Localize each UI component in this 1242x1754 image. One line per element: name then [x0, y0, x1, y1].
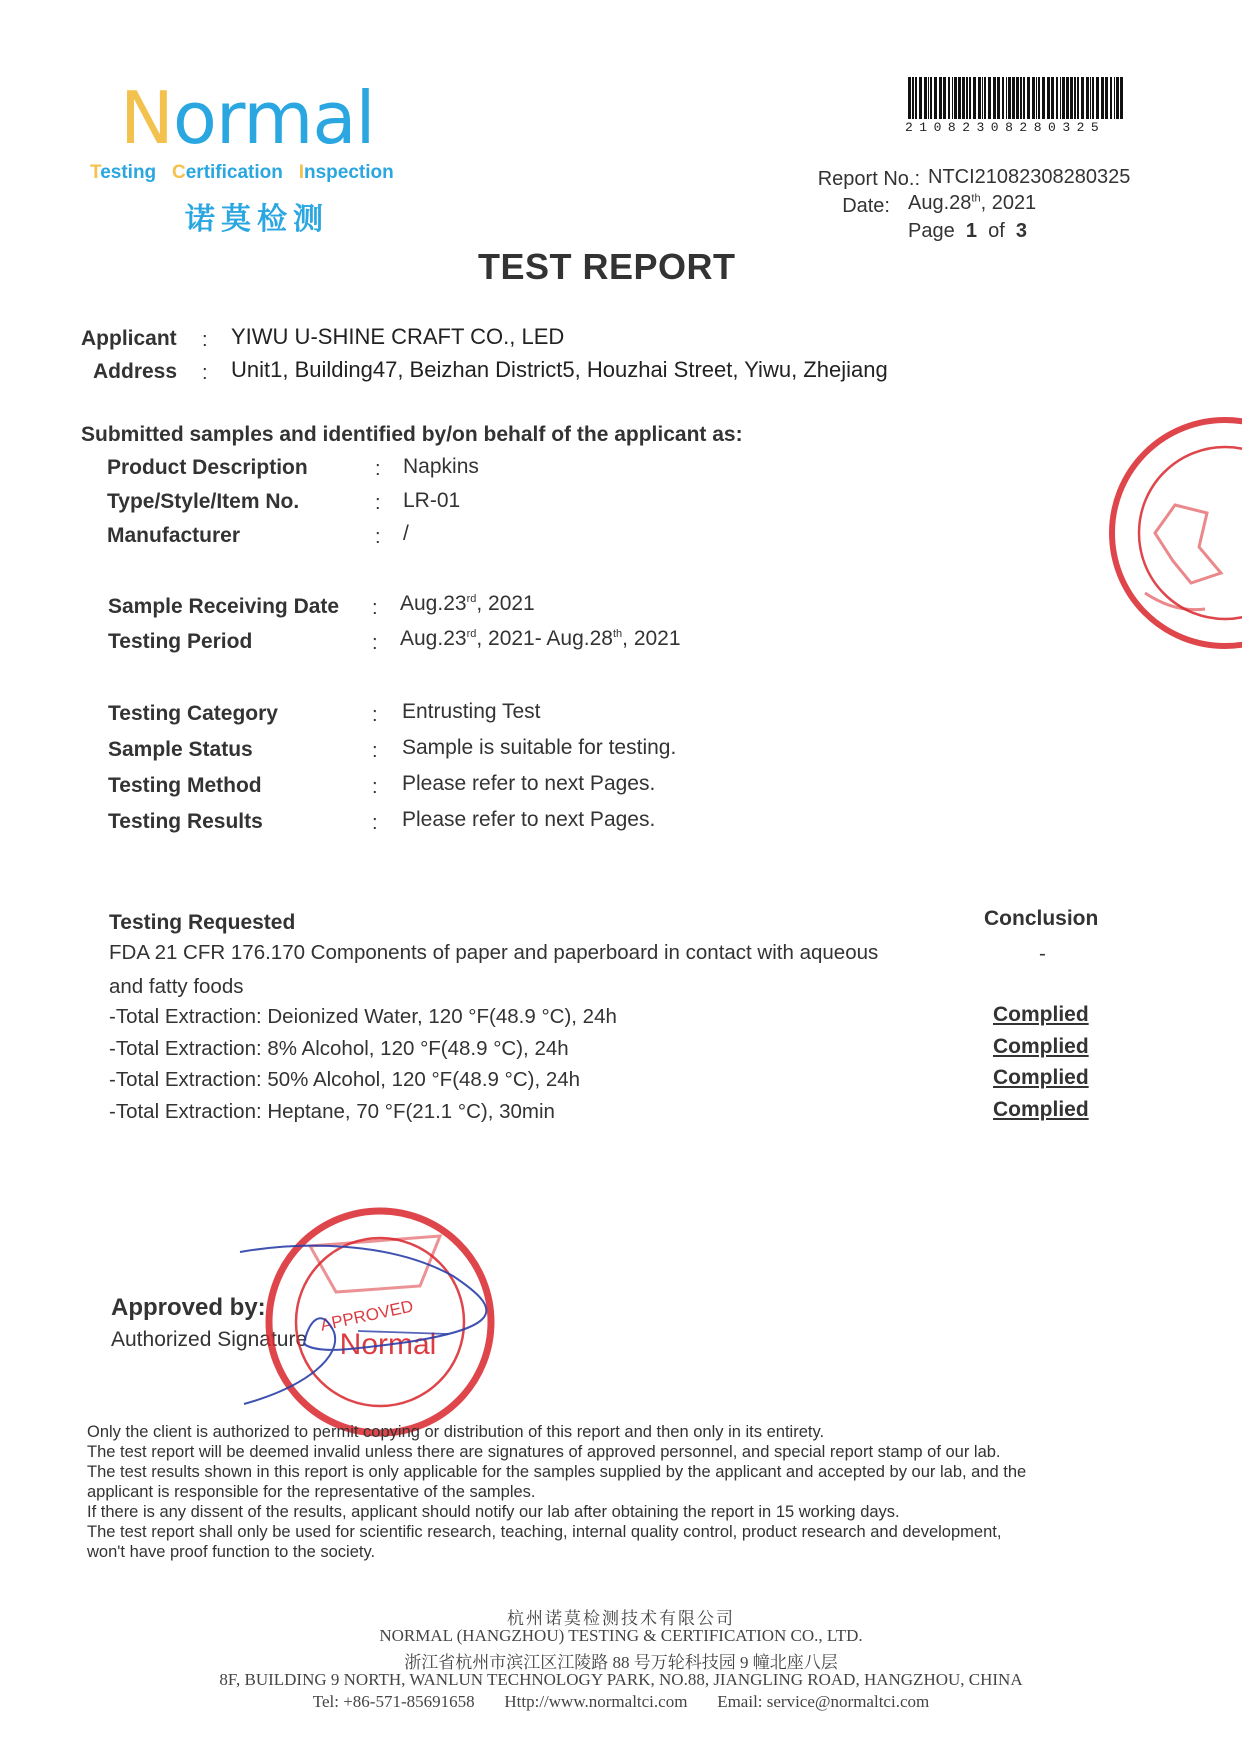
disclaimer-line: won't have proof function to the society. — [87, 1543, 376, 1561]
field-value: Please refer to next Pages. — [402, 808, 656, 831]
barcode-number: 21082308280325 — [905, 120, 1106, 135]
signature — [238, 1236, 518, 1406]
field-label: Testing Method — [108, 774, 262, 797]
submitted-heading: Submitted samples and identified by/on behalf of the applicant as: — [81, 423, 743, 446]
colon: : — [372, 740, 378, 762]
disclaimer-line: The test report shall only be used for scientific research, teaching, internal quality control, product research and development, — [87, 1523, 1002, 1541]
colon: : — [372, 704, 378, 726]
barcode-bar — [958, 77, 961, 119]
tagline-cap: C — [172, 162, 186, 183]
barcode-bar — [1060, 77, 1061, 119]
testing-requested-heading: Testing Requested — [109, 911, 296, 934]
colon: : — [372, 812, 378, 834]
colon: : — [375, 492, 381, 514]
page-number: 1 — [965, 220, 977, 242]
barcode-bar — [1096, 77, 1099, 119]
barcode-bar — [1110, 77, 1112, 119]
barcode-bar — [1090, 77, 1091, 119]
barcode-bar — [1042, 77, 1045, 119]
date-suffix: th — [971, 192, 981, 205]
footer-company-en: NORMAL (HANGZHOU) TESTING & CERTIFICATION CO., LTD. — [379, 1626, 863, 1645]
barcode-bar — [1020, 77, 1022, 119]
field-label: Manufacturer — [107, 524, 241, 547]
page-of: of — [988, 220, 1005, 242]
field-label: Sample Status — [108, 738, 253, 761]
date-text: Aug.23 — [400, 627, 467, 650]
tagline-word: ertification — [185, 162, 283, 183]
disclaimer-line: The test results shown in this report is only applicable for the samples supplied by the applicant and accepted by our lab, and the — [87, 1463, 1027, 1481]
colon: : — [372, 632, 378, 654]
page-total: 3 — [1015, 220, 1028, 242]
side-stamp — [1095, 413, 1242, 653]
conclusion-heading: Conclusion — [984, 907, 1099, 930]
footer-email[interactable]: Email: service@normaltci.com — [717, 1692, 930, 1711]
barcode-bar — [915, 77, 917, 119]
barcode-bar — [988, 77, 991, 119]
barcode-bar — [984, 77, 986, 119]
testing-period-label: Testing Period — [108, 630, 253, 653]
test-result: Complied — [993, 1066, 1089, 1089]
date-text: Aug.28 — [908, 192, 972, 214]
footer-address-en: 8F, BUILDING 9 NORTH, WANLUN TECHNOLOGY PARK, NO.88, JIANGLING ROAD, HANGZHOU, CHINA — [219, 1670, 1023, 1689]
barcode-bar — [1062, 77, 1065, 119]
receiving-date-label: Sample Receiving Date — [108, 595, 340, 618]
field-value: Sample is suitable for testing. — [402, 736, 677, 759]
barcode-bar — [966, 77, 968, 119]
test-item: -Total Extraction: 8% Alcohol, 120 °F(48.9 °C), 24h — [109, 1037, 569, 1060]
date-year: , 2021 — [476, 592, 535, 615]
barcode-bar — [930, 77, 932, 119]
test-result: Complied — [993, 1003, 1089, 1026]
barcode-bar — [1101, 77, 1104, 119]
barcode-bar — [1008, 77, 1011, 119]
barcode-bar — [1002, 77, 1004, 119]
barcode-bar — [928, 77, 929, 119]
barcode-bar — [1070, 77, 1073, 119]
applicant-label: Applicant — [81, 327, 177, 350]
barcode-bar — [1038, 77, 1040, 119]
logo-chinese: 诺莫检测 — [185, 203, 329, 236]
barcode-bar — [962, 77, 965, 119]
barcode-bar — [1032, 77, 1035, 119]
receiving-date-value — [400, 592, 535, 616]
barcode-bar — [978, 77, 981, 119]
stamp-brand: Normal — [339, 1328, 437, 1361]
barcode-bar — [908, 77, 911, 119]
colon: : — [372, 776, 378, 798]
report-no-label: Report No.: — [817, 168, 920, 190]
field-label: Testing Category — [108, 702, 278, 725]
barcode-bar — [1114, 77, 1115, 119]
test-item: -Total Extraction: Heptane, 70 °F(21.1 °C), 30min — [109, 1100, 555, 1123]
tagline-word: esting — [100, 162, 157, 183]
regulation-line: FDA 21 CFR 176.170 Components of paper and paperboard in contact with aqueous — [109, 941, 879, 964]
tagline-cap: I — [298, 162, 304, 183]
test-result: Complied — [993, 1098, 1089, 1121]
stamp-approved: APPROVED — [318, 1296, 416, 1335]
field-label: Product Description — [107, 456, 308, 479]
field-value: / — [403, 522, 409, 545]
barcode-bar — [973, 77, 976, 119]
barcode-bar — [1006, 77, 1007, 119]
tagline-word: nspection — [303, 162, 394, 183]
footer-tel: Tel: +86-571-85691658 — [312, 1692, 475, 1711]
report-date — [908, 192, 1036, 215]
barcode-bar — [1092, 77, 1094, 119]
barcode-bar — [1036, 77, 1037, 119]
date-year: , 2021 — [980, 192, 1037, 214]
barcode-bar — [997, 77, 1000, 119]
date-label: Date: — [842, 195, 890, 217]
test-item: -Total Extraction: Deionized Water, 120 °F(48.9 °C), 24h — [109, 1005, 617, 1028]
colon: : — [202, 329, 208, 351]
barcode-bar — [969, 77, 971, 119]
logo-initial: N — [120, 76, 173, 160]
barcode-bar — [993, 77, 996, 119]
disclaimer-line: applicant is responsible for the representative of the samples. — [87, 1483, 536, 1501]
footer-company-cn: 杭州诺莫检测技术有限公司 — [507, 1609, 735, 1628]
barcode-bar — [1116, 77, 1119, 119]
barcode-bar — [924, 77, 927, 119]
barcode-bar — [1027, 77, 1030, 119]
page-title: TEST REPORT — [478, 246, 736, 287]
applicant-value: YIWU U-SHINE CRAFT CO., LED — [231, 324, 565, 349]
date-text: , 2021- Aug.28 — [476, 627, 613, 650]
footer-contact — [0, 1692, 1242, 1712]
testing-period-value — [400, 627, 681, 651]
test-result: Complied — [993, 1035, 1089, 1058]
barcode-bar — [952, 77, 953, 119]
barcode-bar — [1077, 77, 1079, 119]
report-no-value: NTCI21082308280325 — [928, 166, 1131, 188]
field-value: LR-01 — [403, 489, 461, 512]
date-suffix: rd — [466, 593, 477, 605]
barcode-bar — [1056, 77, 1058, 119]
barcode-bar — [1074, 77, 1076, 119]
barcode-bar — [939, 77, 942, 119]
disclaimer-line: Only the client is authorized to permit copying or distribution of this report and then only in its entirety. — [87, 1423, 825, 1441]
barcode-bar — [1086, 77, 1089, 119]
barcode-bar — [982, 77, 983, 119]
address-value: Unit1, Building47, Beizhan District5, Houzhai Street, Yiwu, Zhejiang — [231, 357, 888, 382]
footer-web[interactable]: Http://www.normaltci.com — [504, 1692, 688, 1711]
approved-by-label: Approved by: — [111, 1294, 266, 1321]
barcode-bar — [934, 77, 937, 119]
barcode-bar — [1012, 77, 1015, 119]
barcode-bar — [1081, 77, 1084, 119]
barcode-bar — [1066, 77, 1069, 119]
field-value: Entrusting Test — [402, 700, 541, 723]
logo-tagline — [90, 162, 394, 184]
barcode-bar — [1105, 77, 1108, 119]
date-suffix: rd — [466, 628, 477, 640]
page-indicator — [908, 220, 1027, 243]
regulation-conclusion: - — [1039, 942, 1046, 965]
field-label: Testing Results — [108, 810, 263, 833]
date-suffix: th — [612, 628, 623, 640]
address-label: Address — [93, 360, 178, 383]
logo-wordmark: ormal — [172, 76, 375, 160]
authorized-signature-label: Authorized Signature — [111, 1328, 308, 1351]
test-item: -Total Extraction: 50% Alcohol, 120 °F(48.9 °C), 24h — [109, 1068, 581, 1091]
field-value: Napkins — [403, 455, 479, 478]
barcode-bar — [1023, 77, 1025, 119]
brand-logo — [120, 76, 375, 160]
field-label: Type/Style/Item No. — [107, 490, 300, 513]
colon: : — [375, 526, 381, 548]
barcode — [908, 77, 1123, 119]
barcode-bar — [1051, 77, 1054, 119]
barcode-bar — [1047, 77, 1050, 119]
barcode-bar — [1120, 77, 1123, 119]
page-word: Page — [908, 220, 955, 242]
disclaimer-line: The test report will be deemed invalid unless there are signatures of approved personnel, and special report stamp of our lab. — [87, 1443, 1001, 1461]
barcode-bar — [943, 77, 946, 119]
barcode-bar — [948, 77, 950, 119]
barcode-bar — [954, 77, 957, 119]
date-text: Aug.23 — [400, 592, 467, 615]
tagline-cap: T — [90, 162, 101, 183]
date-year: , 2021 — [622, 627, 681, 650]
field-value: Please refer to next Pages. — [402, 772, 656, 795]
footer-address-cn: 浙江省杭州市滨江区江陵路 88 号万轮科技园 9 幢北座八层 — [404, 1653, 838, 1672]
colon: : — [375, 458, 381, 480]
barcode-bar — [919, 77, 922, 119]
barcode-bar — [912, 77, 914, 119]
colon: : — [372, 597, 378, 619]
colon: : — [202, 362, 208, 384]
disclaimer-line: If there is any dissent of the results, applicant should notify our lab after obtaining the report in 15 working days. — [87, 1503, 900, 1521]
barcode-bar — [1016, 77, 1019, 119]
regulation-line: and fatty foods — [109, 975, 244, 998]
